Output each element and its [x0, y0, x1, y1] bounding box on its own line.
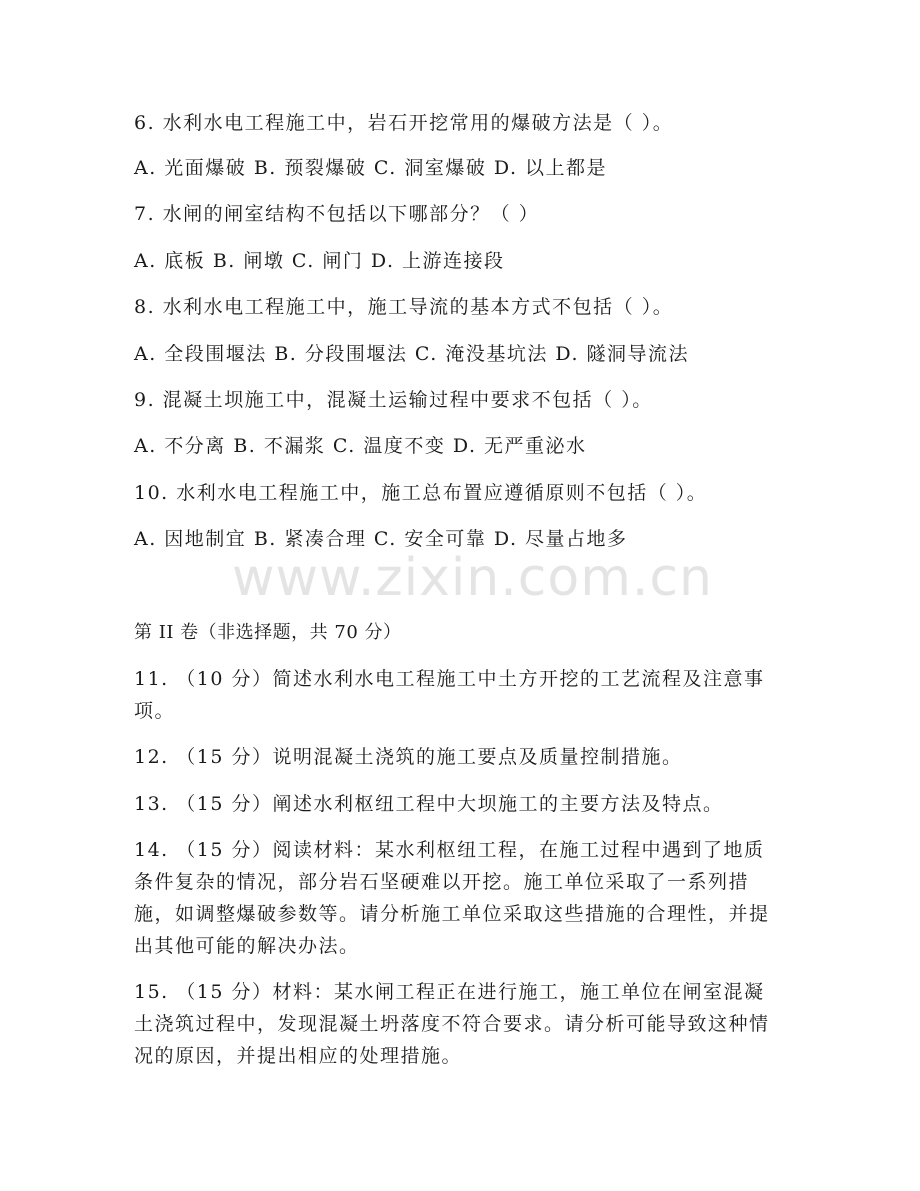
question-15: 15. （15 分）材料：某水闸工程正在进行施工，施工单位在闸室混凝土浇筑过程中，发现混凝土坍落度不符合要求。请分析可能导致这种情况的原因，并提出相应的处理措施。	[134, 981, 770, 1067]
question-7-options: A. 底板 B. 闸墩 C. 闸门 D. 上游连接段	[134, 250, 505, 272]
question-6-options: A. 光面爆破 B. 预裂爆破 C. 洞室爆破 D. 以上都是	[134, 157, 608, 179]
question-9-options: A. 不分离 B. 不漏浆 C. 温度不变 D. 无严重泌水	[134, 435, 587, 457]
question-12: 12. （15 分）说明混凝土浇筑的施工要点及质量控制措施。	[134, 746, 683, 768]
question-6: 6. 水利水电工程施工中，岩石开挖常用的爆破方法是（ ）。	[134, 112, 674, 134]
question-9: 9. 混凝土坝施工中，混凝土运输过程中要求不包括（ ）。	[134, 389, 653, 411]
question-13: 13. （15 分）阐述水利枢纽工程中大坝施工的主要方法及特点。	[134, 793, 724, 815]
question-7: 7. 水闸的闸室结构不包括以下哪部分？（ ）	[134, 203, 540, 225]
question-10-options: A. 因地制宜 B. 紧凑合理 C. 安全可靠 D. 尽量占地多	[134, 528, 628, 550]
question-8: 8. 水利水电工程施工中，施工导流的基本方式不包括（ ）。	[134, 296, 674, 318]
question-14: 14. （15 分）阅读材料：某水利枢纽工程，在施工过程中遇到了地质条件复杂的情况，部分岩石坚硬难以开挖。施工单位采取了一系列措施，如调整爆破参数等。请分析施工单位采取这些措施的合理性，并提出其他可能的解决办法。	[134, 839, 770, 957]
question-10: 10. 水利水电工程施工中，施工总布置应遵循原则不包括（ ）。	[134, 482, 708, 504]
section-title: 第 II 卷（非选择题，共 70 分）	[134, 622, 402, 643]
watermark: www.zixin.com.cn	[232, 548, 713, 608]
question-8-options: A. 全段围堰法 B. 分段围堰法 C. 淹没基坑法 D. 隧洞导流法	[134, 343, 690, 365]
question-11: 11. （10 分）简述水利水电工程施工中土方开挖的工艺流程及注意事项。	[134, 668, 765, 722]
